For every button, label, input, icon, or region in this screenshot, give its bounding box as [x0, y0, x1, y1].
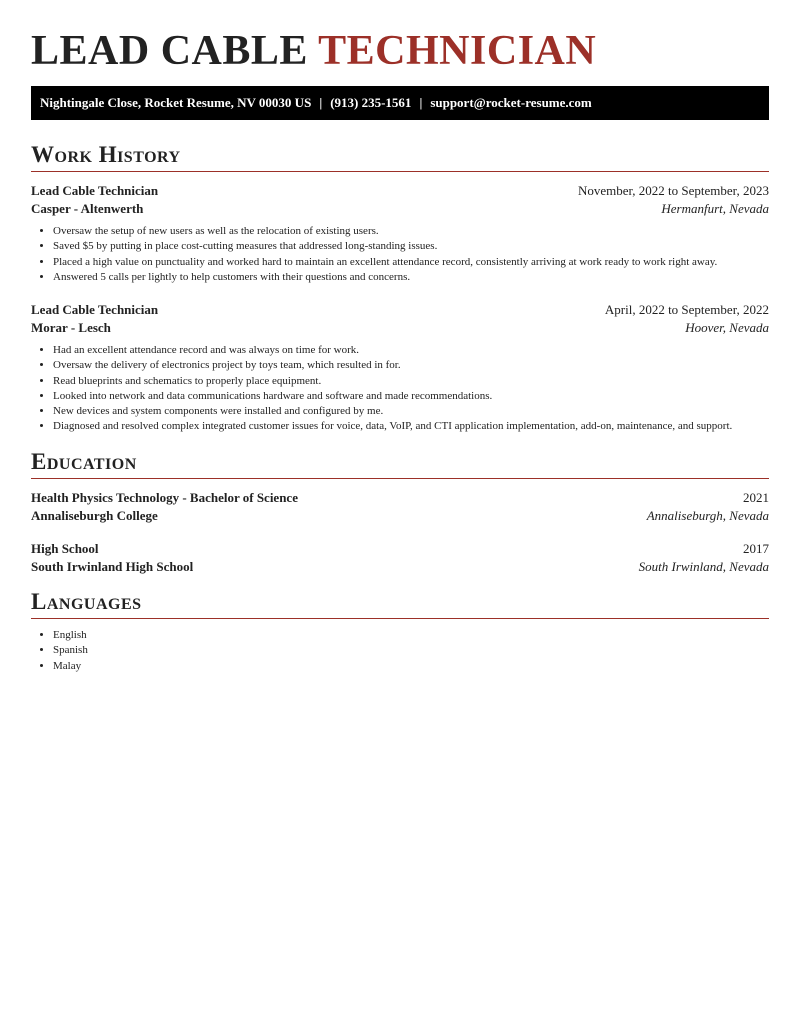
section-title-work-history: Work History [31, 141, 769, 172]
section-title-languages: Languages [31, 588, 769, 619]
contact-address: Nightingale Close, Rocket Resume, NV 00030 US [40, 95, 312, 110]
job-dates: November, 2022 to September, 2023 [577, 183, 769, 198]
list-item: • Spanish [53, 643, 791, 658]
contact-separator: | [419, 95, 423, 110]
list-item: • English [53, 628, 791, 643]
education-entry [31, 540, 769, 576]
contact-email[interactable]: support@rocket-resume.com [430, 95, 592, 110]
job-title: Lead Cable Technician [31, 302, 159, 317]
education-location: South Irwinland, Nevada [638, 559, 769, 574]
job-location: Hoover, Nevada [685, 320, 769, 335]
job-bullets [31, 224, 791, 285]
list-item: • Looked into network and data communications hardware and software and made recommendations. [53, 389, 791, 404]
education-school: South Irwinland High School [31, 559, 194, 574]
job-dates: April, 2022 to September, 2022 [604, 302, 769, 317]
list-item: • Had an excellent attendance record and was always on time for work. [53, 343, 791, 358]
name-first: LEAD CABLE [31, 28, 308, 74]
resume-name [31, 28, 596, 74]
name-last: TECHNICIAN [318, 28, 597, 74]
job-company: Morar - Lesch [31, 320, 111, 335]
list-item: • New devices and system components were installed and configured by me. [53, 404, 791, 419]
education-degree: Health Physics Technology - Bachelor of Science [31, 490, 298, 505]
education-degree: High School [31, 541, 99, 556]
section-title-education: Education [31, 448, 769, 479]
education-school: Annaliseburgh College [31, 508, 158, 523]
list-item: • Answered 5 calls per lightly to help customers with their questions and concerns. [53, 270, 791, 285]
list-item: • Diagnosed and resolved complex integrated customer issues for voice, data, VoIP, and CTI application implementation, add-on, maintenance, and support. [53, 419, 791, 434]
job-bullets [31, 343, 791, 435]
list-item: • Oversaw the delivery of electronics project by toys team, which resulted in for. [53, 358, 791, 373]
list-item: • Malay [53, 659, 791, 674]
contact-separator: | [319, 95, 323, 110]
language-list [31, 628, 791, 674]
list-item: • Placed a high value on punctuality and worked hard to maintain an excellent attendance record, consistently arriving at work ready to work right away. [53, 255, 791, 270]
job-title: Lead Cable Technician [31, 183, 159, 198]
job-location: Hermanfurt, Nevada [661, 201, 769, 216]
education-location: Annaliseburgh, Nevada [646, 508, 769, 523]
contact-bar [31, 86, 769, 120]
job-entry [31, 182, 769, 218]
list-item: • Oversaw the setup of new users as well as the relocation of existing users. [53, 224, 791, 239]
education-year: 2017 [743, 541, 769, 556]
contact-phone[interactable]: (913) 235-1561 [330, 95, 412, 110]
list-item: • Saved $5 by putting in place cost-cutting measures that addressed long-standing issues. [53, 239, 791, 254]
education-year: 2021 [743, 490, 769, 505]
list-item: • Read blueprints and schematics to properly place equipment. [53, 374, 791, 389]
job-company: Casper - Altenwerth [31, 201, 144, 216]
job-entry [31, 301, 769, 337]
education-entry [31, 489, 769, 525]
